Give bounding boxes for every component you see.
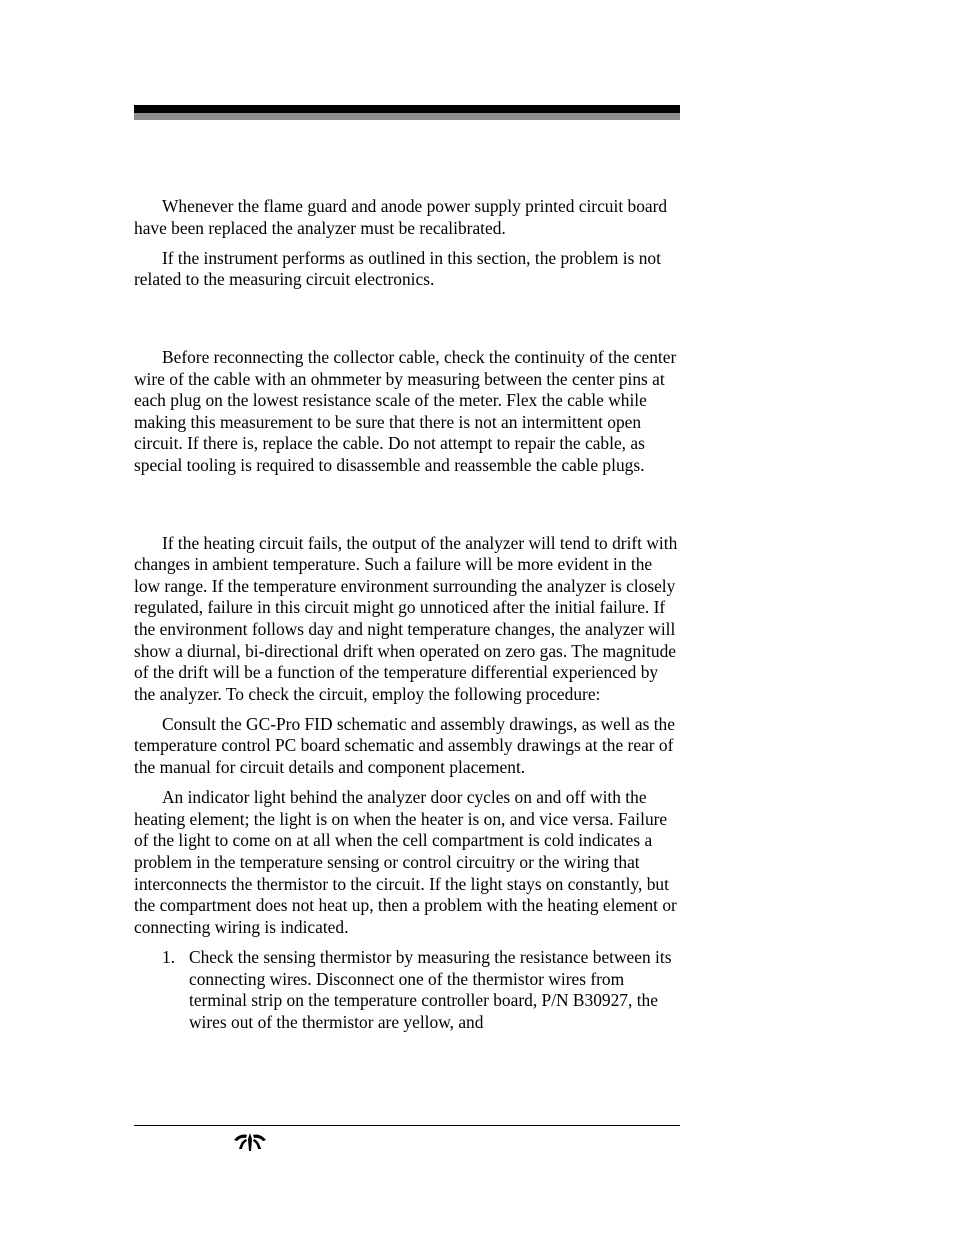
- paragraph: If the instrument performs as outlined in this section, the problem is not related to the measuring circuit electronics.: [134, 247, 661, 290]
- footer-rule: [134, 1125, 680, 1126]
- header-rule-shadow: [134, 113, 680, 120]
- paragraph: Consult the GC-Pro FID schematic and assembly drawings, as well as the temperature control PC board schematic and assembly drawings at the rear of the manual for circuit details and component placement.: [134, 713, 675, 778]
- list-item-number: 1.: [162, 947, 176, 967]
- paragraph: Whenever the flame guard and anode power supply printed circuit board have been replaced the analyzer must be recalibrated.: [134, 196, 668, 238]
- header-rule: [134, 105, 680, 113]
- list-item-text: Check the sensing thermistor by measuring the resistance between its connecting wires. Disconnect one of the thermistor wires from terminal strip on the temperature controller board, P/N B30927, the wires out of the thermistor are yellow, and: [189, 947, 672, 1032]
- teledyne-logo-icon: [232, 1131, 268, 1153]
- paragraph: Before reconnecting the collector cable, check the continuity of the center wire of the cable with an ohmmeter by measuring between the center pins at each plug on the lowest resistance scale of the meter. Flex the cable while making this measurement to be sure that there is not an intermittent open circuit. If there is, replace the cable. Do not attempt to repair the cable, as special tooling is required to disassemble and reassemble the cable plugs.: [134, 346, 677, 475]
- paragraph: If the heating circuit fails, the output of the analyzer will tend to drift with changes in ambient temperature. Such a failure will be more evident in the low range. If the temperature environment surrounding the analyzer is closely regulated, failure in this circuit might go unnoticed after the initial failure. If the environment follows day and night temperature changes, the analyzer will show a diurnal, bi-directional drift when operated on zero gas. The magnitude of the drift will be a function of the temperature differential experienced by the analyzer. To check the circuit, employ the following procedure:: [134, 532, 678, 704]
- page-content: [134, 196, 682, 1033]
- list-item: [134, 947, 682, 1033]
- paragraph: An indicator light behind the analyzer door cycles on and off with the heating element; the light is on when the heater is on, and vice versa. Failure of the light to come on at all when the cell compartment is cold indicates a problem in the temperature sensing or control circuitry or the wiring that interconnects the thermistor to the circuit. If the light stays on constantly, but the compartment does not heat up, then a problem with the heating element or connecting wiring is indicated.: [134, 787, 677, 937]
